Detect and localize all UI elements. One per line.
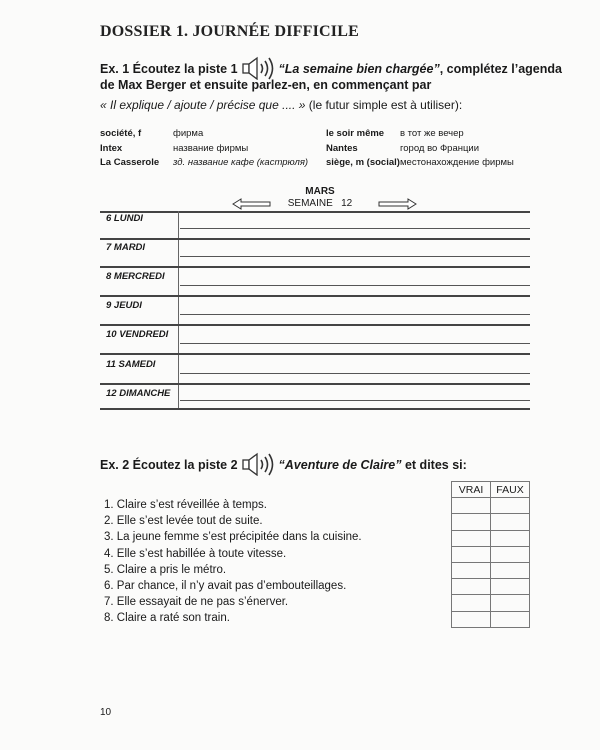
faux-cell[interactable] xyxy=(491,530,530,546)
column-header-vrai: VRAI xyxy=(452,482,491,498)
vrai-cell[interactable] xyxy=(452,530,491,546)
agenda-line xyxy=(180,228,530,229)
faux-cell[interactable] xyxy=(491,595,530,611)
true-false-table xyxy=(451,481,530,628)
vocab-right-terms xyxy=(326,127,400,171)
vrai-cell[interactable] xyxy=(452,562,491,578)
vocab-term: La Casserole xyxy=(100,157,160,168)
vocab-term: Nantes xyxy=(326,142,358,154)
table-row xyxy=(452,498,530,514)
statement-list xyxy=(104,497,362,627)
column-header-faux: FAUX xyxy=(491,482,530,498)
vrai-cell[interactable] xyxy=(452,498,491,514)
vocab-translation: фирма xyxy=(173,128,204,139)
vocab-term: le soir même xyxy=(326,128,385,139)
list-item: 5. Claire a pris le métro. xyxy=(104,563,227,576)
vocab-term: société, f xyxy=(100,128,142,139)
agenda-line xyxy=(180,400,530,401)
agenda-day-separator xyxy=(100,324,530,326)
vrai-cell[interactable] xyxy=(452,546,491,562)
ex2-track-title: “Aventure de Claire” xyxy=(278,457,402,472)
agenda-day-label: 11 SAMEDI xyxy=(106,359,156,370)
vocab-translation: в тот же вечер xyxy=(400,128,464,139)
vocab-translation: город во Франции xyxy=(400,142,480,154)
agenda-day-separator xyxy=(100,295,530,297)
ex1-instruction-tail: , complétez l’agenda xyxy=(439,61,562,76)
table-row xyxy=(452,579,530,595)
vocab-translation: название фирмы xyxy=(173,142,249,154)
table-row xyxy=(452,611,530,627)
vocab-left-translations xyxy=(173,127,308,171)
vocab-right-translations xyxy=(400,127,514,171)
ex1-phrase-model: « Il explique / ajoute / précise que .... » xyxy=(100,98,306,112)
ex2-instruction xyxy=(100,452,467,479)
vocab-term: siège, m (social) xyxy=(326,157,400,168)
page-title: DOSSIER 1. JOURNÉE DIFFICILE xyxy=(100,23,359,40)
agenda-day-separator xyxy=(100,383,530,385)
faux-cell[interactable] xyxy=(491,579,530,595)
agenda-day-label: 12 DIMANCHE xyxy=(106,388,171,399)
list-item: 6. Par chance, il n’y avait pas d’embouteillages. xyxy=(104,580,347,593)
list-item: 2. Elle s’est levée tout de suite. xyxy=(104,515,263,528)
vocab-term: Intex xyxy=(100,142,123,154)
agenda-top-rule xyxy=(100,211,530,213)
table-row xyxy=(452,514,530,530)
agenda-week: SEMAINE 12 xyxy=(287,198,353,209)
agenda-line xyxy=(180,314,530,315)
table-row xyxy=(452,562,530,578)
agenda-line xyxy=(180,285,530,286)
list-item: 7. Elle essayait de ne pas s’énerver. xyxy=(104,596,289,609)
ex1-instruction-line3 xyxy=(100,98,462,112)
agenda-month: MARS xyxy=(305,186,335,197)
agenda-day-label: 6 LUNDI xyxy=(106,213,143,224)
agenda-bottom-rule xyxy=(100,408,530,410)
faux-cell[interactable] xyxy=(491,546,530,562)
faux-cell[interactable] xyxy=(491,498,530,514)
agenda-day-label: 9 JEUDI xyxy=(106,300,142,311)
speaker-sound-icon[interactable] xyxy=(241,452,275,479)
table-row xyxy=(452,595,530,611)
agenda-line xyxy=(180,256,530,257)
vrai-cell[interactable] xyxy=(452,595,491,611)
vrai-cell[interactable] xyxy=(452,611,491,627)
agenda-day-label: 10 VENDREDI xyxy=(106,329,169,340)
vrai-cell[interactable] xyxy=(452,514,491,530)
agenda-column-divider xyxy=(178,211,179,408)
list-item: 4. Elle s’est habillée à toute vitesse. xyxy=(104,547,287,560)
table-row xyxy=(452,546,530,562)
vocab-translation: местонахождение фирмы xyxy=(400,157,514,168)
page-number: 10 xyxy=(100,707,112,718)
agenda-line xyxy=(180,373,530,374)
list-item: 3. La jeune femme s’est précipitée dans la cuisine. xyxy=(104,531,362,544)
ex1-label: Ex. 1 Écoutez la piste 1 xyxy=(100,61,238,76)
ex1-tense-note: (le futur simple est à utiliser): xyxy=(305,98,463,112)
vocab-translation: зд. название кафе (кастрюля) xyxy=(173,157,309,168)
table-row xyxy=(452,530,530,546)
ex2-label: Ex. 2 Écoutez la piste 2 xyxy=(100,457,238,472)
vocab-left-terms xyxy=(100,127,159,171)
list-item: 8. Claire a raté son train. xyxy=(104,612,230,625)
faux-cell[interactable] xyxy=(491,514,530,530)
agenda-day-separator xyxy=(100,266,530,268)
ex2-instruction-tail: et dites si: xyxy=(401,457,467,472)
agenda-day-label: 7 MARDI xyxy=(106,242,146,253)
ex1-instruction-line2: de Max Berger et ensuite parlez-en, en commençant par xyxy=(100,78,432,92)
agenda-line xyxy=(180,343,530,344)
faux-cell[interactable] xyxy=(491,562,530,578)
ex1-track-title: “La semaine bien chargée” xyxy=(278,61,440,76)
agenda-day-label: 8 MERCREDI xyxy=(106,271,165,282)
agenda-day-separator xyxy=(100,238,530,240)
agenda-day-separator xyxy=(100,353,530,355)
list-item: 1. Claire s’est réveillée à temps. xyxy=(104,499,267,511)
faux-cell[interactable] xyxy=(491,611,530,627)
vrai-cell[interactable] xyxy=(452,579,491,595)
